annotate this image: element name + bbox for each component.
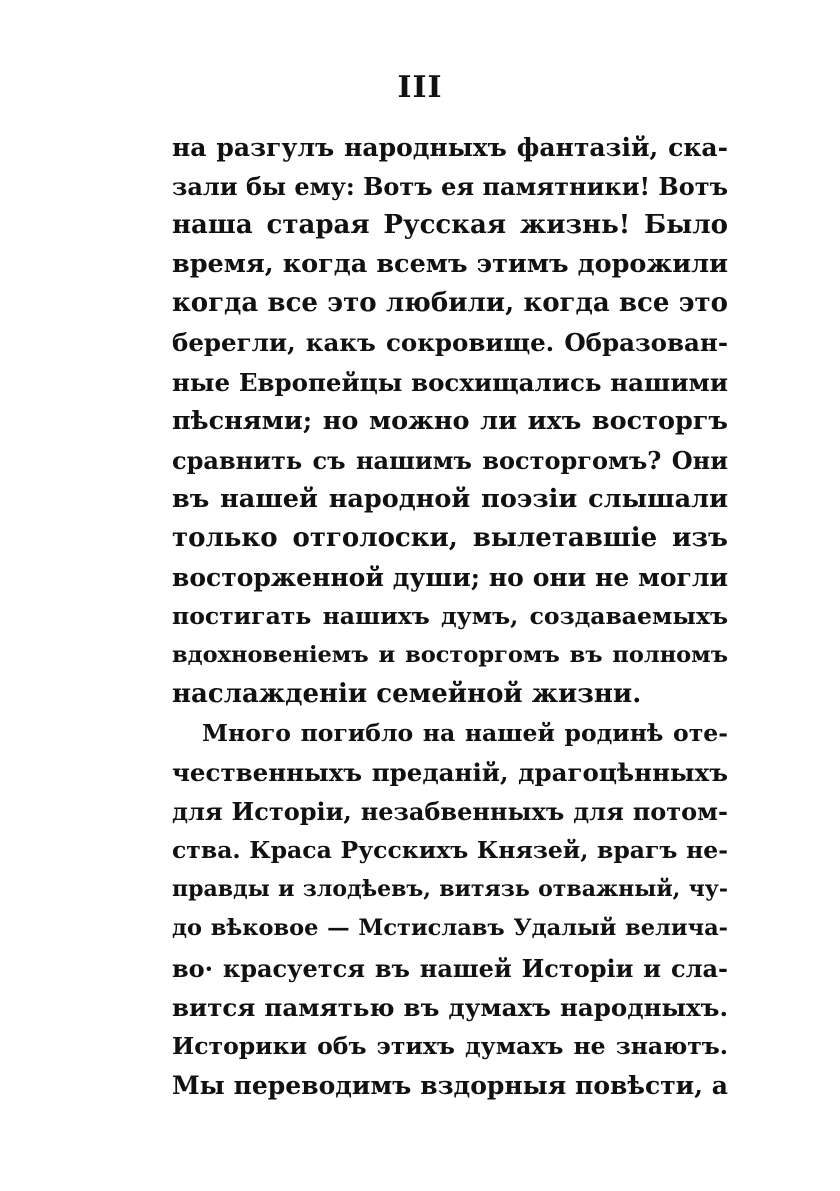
page-number: III bbox=[397, 70, 443, 105]
text-line: правды и злодѣевъ, витязь отважный, чу- bbox=[172, 876, 728, 903]
text-line: во· красуется въ нашей Исторіи и сла- bbox=[172, 953, 728, 983]
text-line: только отголоски, вылетавшіе изъ bbox=[172, 522, 728, 553]
text-line: вится памятью въ думахъ народныхъ. bbox=[172, 992, 728, 1022]
text-line: Мы переводимъ вздорныя повѣсти, а bbox=[172, 1070, 728, 1100]
text-line: до вѣковое — Мстиславъ Удалый велича- bbox=[172, 915, 728, 942]
text-line: время, когда всемъ этимъ дорожили bbox=[172, 249, 728, 280]
text-line: ные Европейцы восхищались нашими bbox=[172, 367, 728, 397]
text-line: вдохновеніемъ и восторгомъ въ полномъ bbox=[172, 642, 728, 669]
text-line: зали бы ему: Вотъ ея памятники! Вотъ bbox=[172, 172, 728, 202]
text-line: Историки объ этихъ думахъ не знаютъ. bbox=[172, 1031, 728, 1060]
text-line: наша старая Русская жизнь! Было bbox=[172, 210, 728, 241]
text-line: Много погибло на нашей родинѣ оте- bbox=[202, 719, 728, 747]
paragraph-1 bbox=[172, 128, 728, 714]
text-line: берегли, какъ сокровище. Образован- bbox=[172, 328, 728, 358]
text-line: сравнить съ нашимъ восторгомъ? Они bbox=[172, 445, 728, 475]
text-line: въ нашей народной поэзіи слышали bbox=[172, 483, 728, 514]
text-line: ства. Краса Русскихъ Князей, врагъ не- bbox=[172, 836, 728, 865]
text-line: восторженной души; но они не могли bbox=[172, 563, 728, 593]
text-line: пѣснями; но можно ли ихъ восторгъ bbox=[172, 405, 728, 436]
text-line: постигать нашихъ думъ, создаваемыхъ bbox=[172, 602, 728, 631]
text-line: чественныхъ преданій, драгоцѣнныхъ bbox=[172, 758, 728, 788]
text-line: на разгулъ народныхъ фантазій, ска- bbox=[172, 133, 728, 162]
text-line: когда все это любили, когда все это bbox=[172, 288, 728, 319]
text-line: для Исторіи, незабвенныхъ для потом- bbox=[172, 797, 728, 827]
paragraph-2 bbox=[172, 714, 728, 1105]
text-line: наслажденіи семейной жизни. bbox=[172, 679, 642, 710]
